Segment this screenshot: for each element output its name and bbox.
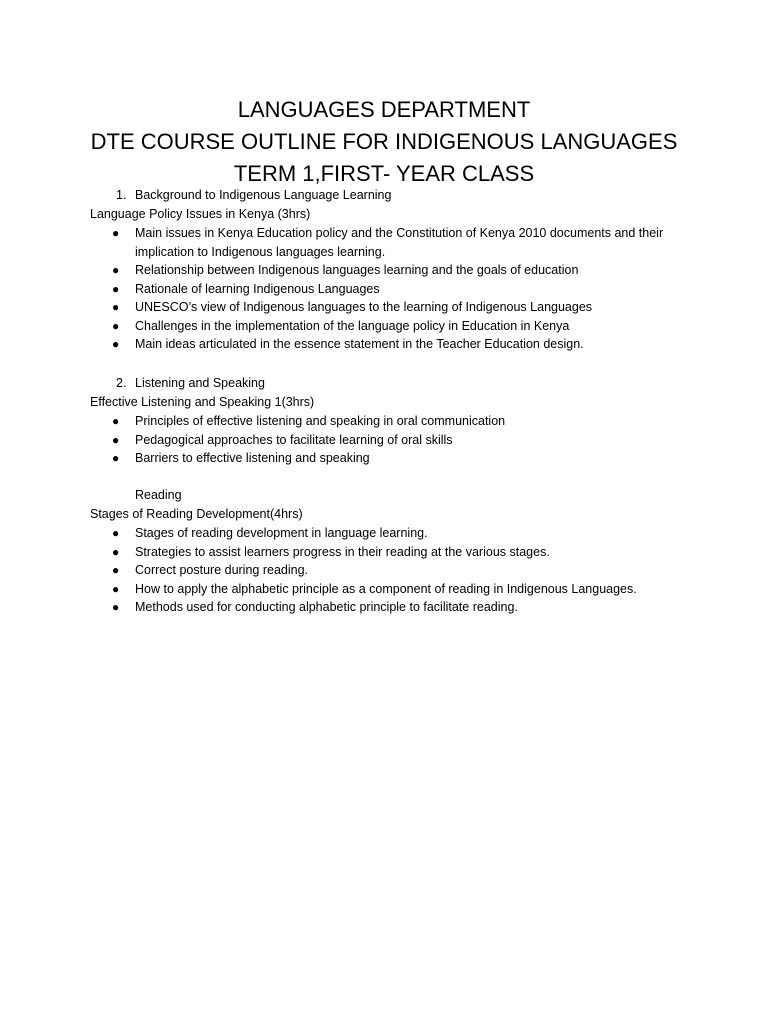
section-listening-speaking [90, 374, 690, 468]
bullet-icon: ● [112, 300, 120, 314]
section-number: 1. [116, 188, 127, 202]
list-item-text: Relationship between Indigenous languages learning and the goals of education [135, 263, 579, 277]
bullet-list [90, 524, 690, 617]
list-item-text: Pedagogical approaches to facilitate learning of oral skills [135, 432, 453, 447]
list-item-text: Main ideas articulated in the essence statement in the Teacher Education design. [135, 337, 584, 351]
bullet-icon: ● [112, 432, 120, 447]
section-heading-text: Listening and Speaking [135, 376, 265, 390]
list-item-text: UNESCO’s view of Indigenous languages to the learning of Indigenous Languages [135, 300, 593, 314]
list-item [90, 561, 690, 580]
list-item [90, 261, 690, 280]
list-item [90, 580, 690, 599]
section-reading [90, 486, 690, 617]
bullet-icon: ● [112, 414, 120, 428]
list-item [90, 543, 690, 562]
list-item [90, 335, 690, 354]
list-item-text: Challenges in the implementation of the language policy in Education in Kenya [135, 318, 570, 333]
list-item-text: Main issues in Kenya Education policy and the Constitution of Kenya 2010 documents and their implication to Indigenous languages learning. [135, 226, 664, 259]
bullet-icon: ● [112, 451, 120, 465]
title-department: LANGUAGES DEPARTMENT [237, 97, 531, 122]
list-item-text: Strategies to assist learners progress in their reading at the various stages. [135, 544, 550, 559]
bullet-icon: ● [112, 581, 120, 596]
list-item-text: Rationale of learning Indigenous Languages [135, 281, 380, 296]
bullet-icon: ● [112, 563, 120, 577]
section-heading [90, 186, 690, 205]
list-item [90, 317, 690, 336]
bullet-icon: ● [112, 337, 120, 351]
list-item-text: Methods used for conducting alphabetic principle to facilitate reading. [135, 600, 518, 614]
section-background [90, 186, 690, 354]
list-item-text: Barriers to effective listening and speaking [135, 451, 370, 465]
bullet-icon: ● [112, 226, 120, 240]
bullet-icon: ● [112, 281, 120, 296]
section-subheading: Stages of Reading Development(4hrs) [90, 507, 303, 521]
section-heading [90, 486, 690, 505]
list-item [90, 412, 690, 431]
list-item-text: Principles of effective listening and speaking in oral communication [135, 414, 506, 428]
section-heading-text: Reading [135, 488, 182, 502]
bullet-list [90, 224, 690, 354]
section-subheading: Effective Listening and Speaking 1(3hrs) [90, 395, 315, 409]
bullet-icon: ● [112, 544, 120, 559]
document-title [0, 94, 768, 190]
list-item [90, 298, 690, 317]
list-item [90, 449, 690, 468]
list-item [90, 598, 690, 617]
list-item [90, 524, 690, 543]
bullet-icon: ● [112, 526, 120, 540]
list-item-text: Correct posture during reading. [135, 563, 309, 577]
bullet-icon: ● [112, 318, 120, 333]
section-heading [90, 374, 690, 393]
title-term: TERM 1,FIRST- YEAR CLASS [233, 161, 535, 186]
title-course-outline: DTE COURSE OUTLINE FOR INDIGENOUS LANGUAGES [90, 129, 678, 154]
bullet-icon: ● [112, 263, 120, 277]
list-item [90, 224, 690, 261]
section-heading-text: Background to Indigenous Language Learning [135, 188, 392, 202]
list-item-text: How to apply the alphabetic principle as a component of reading in Indigenous Languages. [135, 581, 637, 596]
list-item-text: Stages of reading development in language learning. [135, 526, 428, 540]
list-item [90, 280, 690, 299]
list-item [90, 431, 690, 450]
section-number: 2. [116, 376, 127, 390]
bullet-icon: ● [112, 600, 120, 614]
bullet-list [90, 412, 690, 468]
section-subheading: Language Policy Issues in Kenya (3hrs) [90, 207, 311, 221]
